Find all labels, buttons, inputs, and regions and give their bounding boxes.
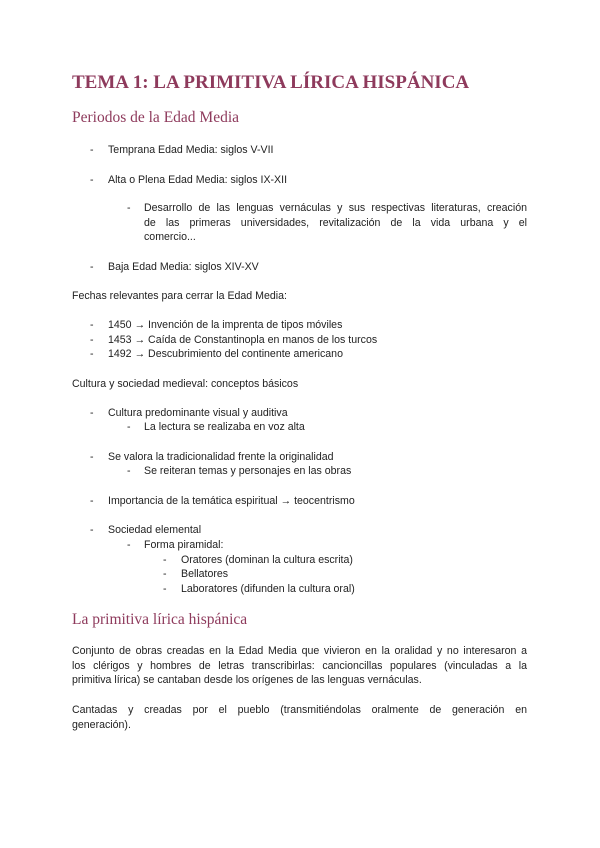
bullet-dash: -	[90, 348, 94, 360]
cultura-subitem: Se reiteran temas y personajes en las obras	[144, 465, 352, 477]
paragraph-cantadas	[72, 703, 527, 732]
bullet-dash: -	[90, 174, 94, 186]
bullet-dash: -	[127, 539, 131, 551]
bullet-dash: -	[90, 407, 94, 419]
bullet-dash: -	[127, 421, 131, 433]
bullet-dash: -	[163, 554, 167, 566]
bullet-dash: -	[163, 583, 167, 595]
cultura-subsubitem: Bellatores	[181, 568, 229, 580]
cultura-item: Importancia de la temática espiritual → teocentrismo	[108, 495, 355, 507]
paragraph-line: los clérigos y hombres de letras transcribirlas: cancioncillas populares (vinculadas a la	[72, 659, 527, 672]
cultura-subsubitem: Laboratores (difunden la cultura oral)	[181, 583, 355, 595]
period-item-temprana: Temprana Edad Media: siglos V-VII	[108, 144, 274, 156]
fecha-item-1453: 1453 → Caída de Constantinopla en manos de los turcos	[108, 334, 378, 346]
period-item-alta: Alta o Plena Edad Media: siglos IX-XII	[108, 174, 288, 186]
bullet-dash: -	[90, 334, 94, 346]
fecha-item-1492: 1492 → Descubrimiento del continente americano	[108, 348, 343, 360]
paragraph-line: generación).	[72, 718, 131, 731]
alta-detail-paragraph	[144, 201, 527, 245]
heading-primitiva-lirica: La primitiva lírica hispánica	[72, 611, 248, 628]
heading-periodos: Periodos de la Edad Media	[72, 109, 240, 126]
bullet-dash: -	[90, 144, 94, 156]
fecha-item-1450: 1450 → Invención de la imprenta de tipos móviles	[108, 319, 343, 331]
bullet-dash: -	[90, 261, 94, 273]
paragraph-line: Conjunto de obras creadas en la Edad Media que vivieron en la oralidad y no interesaron a	[72, 645, 527, 657]
cultura-subitem: La lectura se realizaba en voz alta	[144, 421, 305, 433]
cultura-label: Cultura y sociedad medieval: conceptos básicos	[72, 378, 299, 390]
fechas-label: Fechas relevantes para cerrar la Edad Media:	[72, 290, 287, 302]
paragraph-line: Desarrollo de las lenguas vernáculas y sus respectivas literaturas, creación	[144, 202, 527, 214]
bullet-dash: -	[127, 465, 131, 477]
cultura-subsubitem: Oratores (dominan la cultura escrita)	[181, 554, 353, 566]
paragraph-conjunto	[72, 644, 527, 688]
paragraph-line: de las primeras universidades, revitalización de la vida urbana y el	[144, 216, 527, 229]
document-title: TEMA 1: LA PRIMITIVA LÍRICA HISPÁNICA	[72, 72, 470, 93]
paragraph-line: Cantadas y creadas por el pueblo (transmitiéndolas oralmente de generación en	[72, 704, 527, 716]
paragraph-line: comercio...	[144, 231, 196, 243]
cultura-item: Se valora la tradicionalidad frente la originalidad	[108, 451, 334, 463]
cultura-item: Sociedad elemental	[108, 524, 202, 536]
bullet-dash: -	[90, 319, 94, 331]
bullet-dash: -	[163, 568, 167, 580]
bullet-dash: -	[127, 202, 131, 214]
bullet-dash: -	[90, 451, 94, 463]
cultura-item: Cultura predominante visual y auditiva	[108, 407, 288, 419]
bullet-dash: -	[90, 495, 94, 507]
paragraph-line: primitiva lírica) se cantaban desde los orígenes de las lenguas vernáculas.	[72, 674, 422, 686]
period-item-baja: Baja Edad Media: siglos XIV-XV	[108, 261, 259, 273]
cultura-subitem: Forma piramidal:	[144, 539, 224, 551]
bullet-dash: -	[90, 524, 94, 536]
